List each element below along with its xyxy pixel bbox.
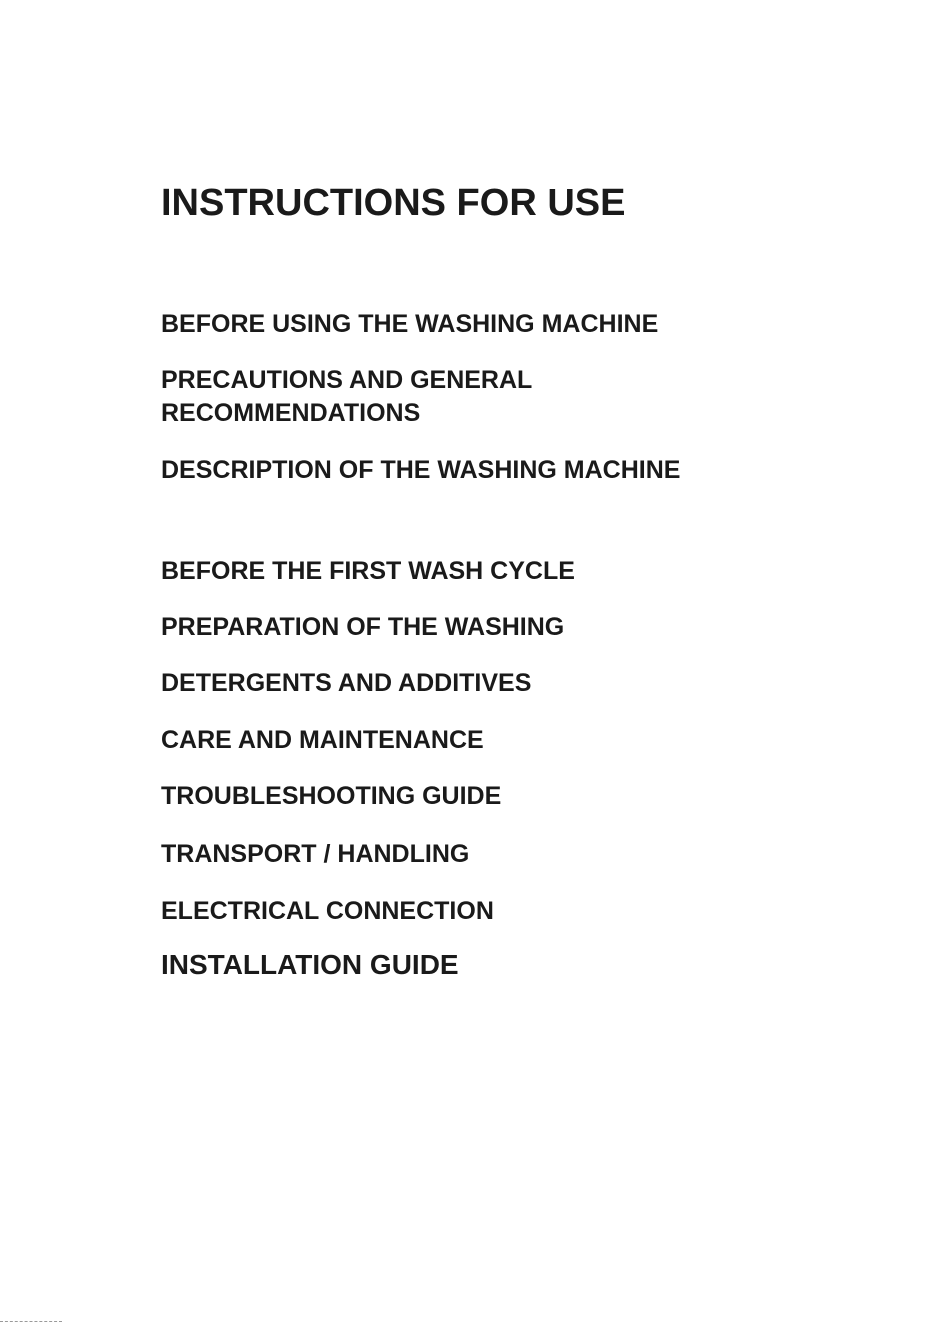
toc-item-care bbox=[161, 724, 484, 757]
toc-item-label: PREPARATION OF THE WASHING bbox=[161, 613, 565, 641]
toc-item-label: TRANSPORT / HANDLING bbox=[161, 840, 470, 868]
toc-item-label: PRECAUTIONS AND GENERAL bbox=[161, 366, 533, 394]
scan-edge-mark bbox=[0, 1321, 62, 1322]
toc-item-label: TROUBLESHOOTING GUIDE bbox=[161, 782, 502, 810]
toc-item-electrical bbox=[161, 895, 494, 928]
toc-item-label: BEFORE USING THE WASHING MACHINE bbox=[161, 310, 659, 338]
toc-item-label-continued: RECOMMENDATIONS bbox=[161, 399, 421, 427]
toc-item-description bbox=[161, 454, 680, 487]
toc-item-label: ELECTRICAL CONNECTION bbox=[161, 897, 494, 925]
toc-item-transport bbox=[161, 838, 469, 871]
toc-item-preparation bbox=[161, 611, 564, 644]
toc-item-label: DETERGENTS AND ADDITIVES bbox=[161, 669, 532, 697]
toc-item-precautions bbox=[161, 364, 532, 430]
toc-item-troubleshooting bbox=[161, 780, 501, 813]
toc-item-installation bbox=[161, 948, 459, 981]
toc-item-detergents bbox=[161, 667, 531, 700]
toc-item-label: DESCRIPTION OF THE WASHING MACHINE bbox=[161, 456, 681, 484]
toc-item-before-using bbox=[161, 308, 658, 341]
toc-item-label: CARE AND MAINTENANCE bbox=[161, 726, 484, 754]
toc-item-first-wash bbox=[161, 555, 575, 588]
toc-item-label: BEFORE THE FIRST WASH CYCLE bbox=[161, 557, 575, 585]
page-title: INSTRUCTIONS FOR USE bbox=[161, 182, 626, 224]
toc-item-label: INSTALLATION GUIDE bbox=[161, 949, 459, 980]
